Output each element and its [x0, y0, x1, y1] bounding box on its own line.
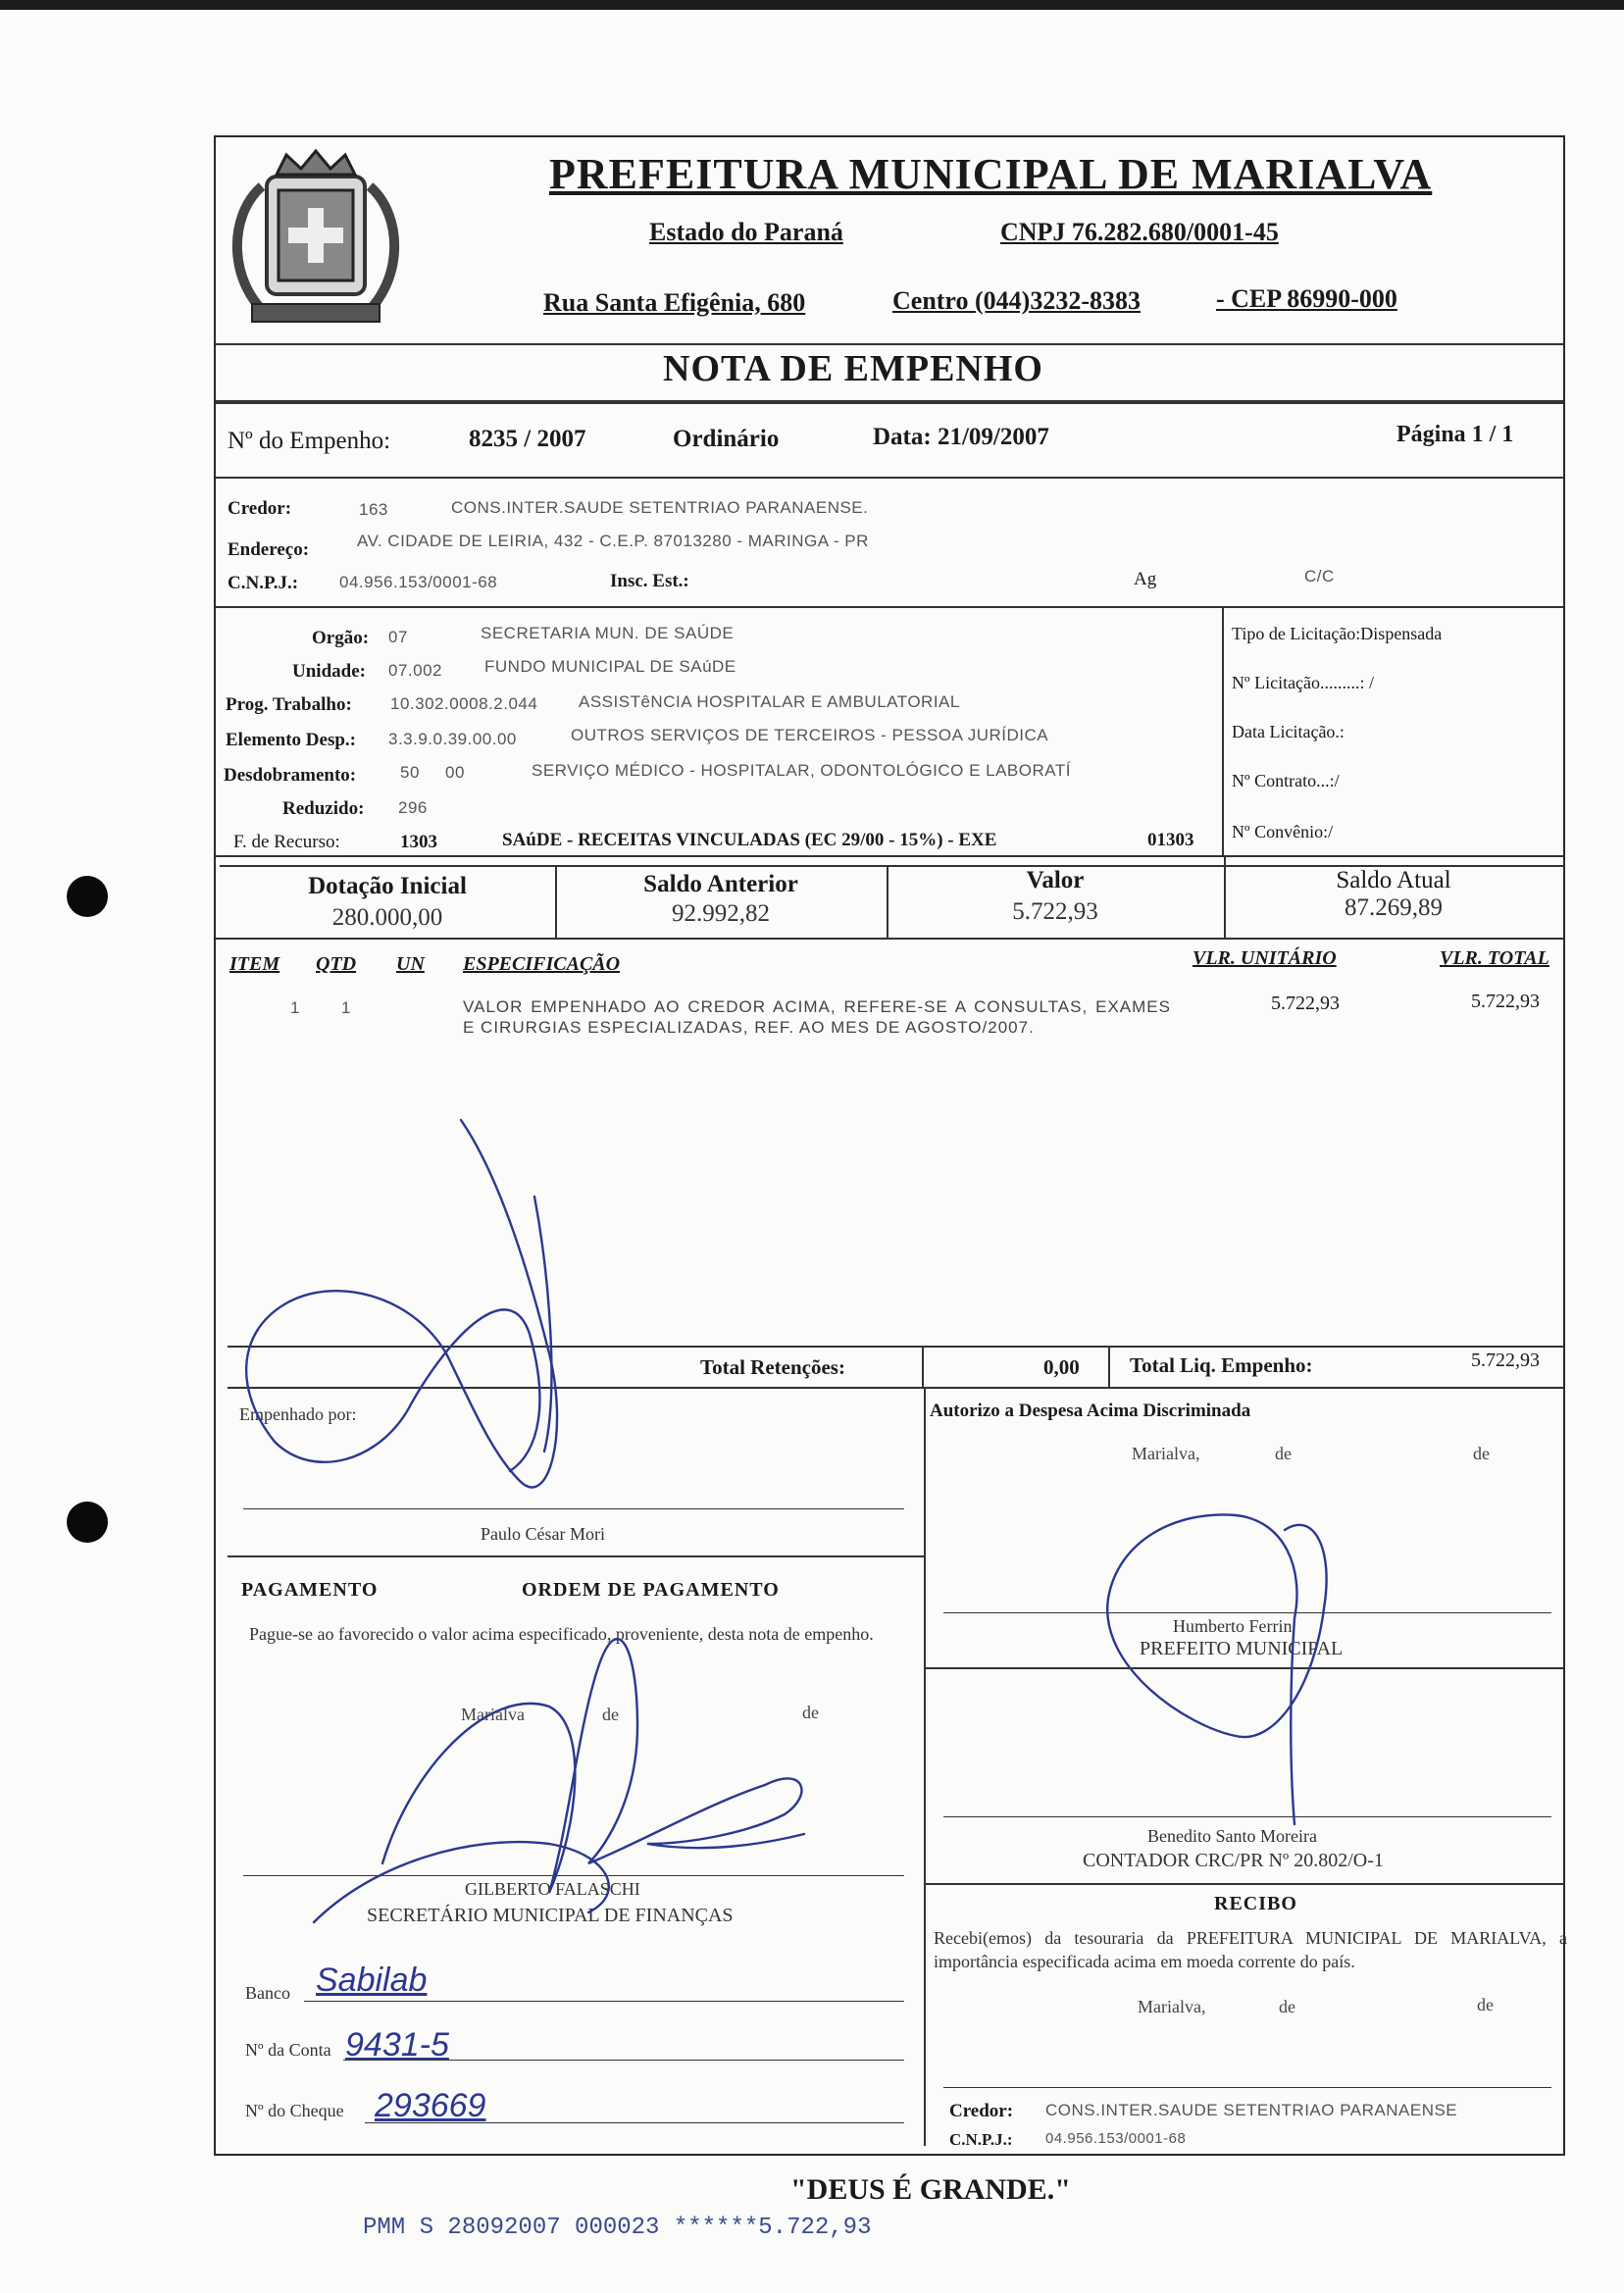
prog-trabalho-name: ASSISTêNCIA HOSPITALAR E AMBULATORIAL: [579, 692, 960, 711]
empenho-date: Data: 21/09/2007: [873, 424, 1049, 450]
recibo-credor-label: Credor:: [949, 2101, 1014, 2121]
orgao-name: SECRETARIA MUN. DE SAÚDE: [481, 624, 735, 642]
recurso-number: 01303: [1147, 830, 1194, 850]
conta-label: Nº da Conta: [245, 2040, 331, 2060]
unidade-label: Unidade:: [292, 661, 366, 682]
saldo-atual-label: Saldo Atual: [1336, 867, 1451, 893]
credor-cnpj: 04.956.153/0001-68: [339, 573, 498, 591]
header-address: Rua Santa Efigênia, 680: [543, 288, 806, 317]
secretario-role: SECRETÁRIO MUNICIPAL DE FINANÇAS: [367, 1905, 734, 1926]
signature-secretario: [382, 1639, 804, 1893]
orgao-code: 07: [388, 628, 408, 646]
motto: "DEUS É GRANDE.": [790, 2173, 1071, 2206]
elemento-code: 3.3.9.0.39.00.00: [388, 730, 517, 748]
desdobramento-name: SERVIÇO MÉDICO - HOSPITALAR, ODONTOLÓGICO E LABORATÍ: [532, 761, 1071, 780]
orgao-label: Orgão:: [312, 628, 370, 648]
empenhado-por-label: Empenhado por:: [239, 1404, 357, 1424]
header-cnpj: CNPJ 76.282.680/0001-45: [1000, 218, 1279, 246]
cheque-handwritten: 293669: [375, 2087, 486, 2124]
recibo-cnpj-label: C.N.P.J.:: [949, 2130, 1013, 2149]
item-number: 1: [290, 998, 300, 1017]
item-qtd: 1: [341, 998, 351, 1017]
dotacao-inicial-label: Dotação Inicial: [308, 873, 467, 899]
col-item: ITEM: [229, 953, 280, 975]
empenho-number: 8235 / 2007: [469, 426, 586, 452]
recurso-name: SAúDE - RECEITAS VINCULADAS (EC 29/00 - 15%) - EXE: [502, 830, 997, 850]
signature-prefeito: [1107, 1514, 1326, 1824]
autorizo-de-2: de: [1473, 1444, 1490, 1463]
credor-name: CONS.INTER.SAUDE SETENTRIAO PARANAENSE.: [451, 498, 869, 517]
pagamento-de-2: de: [802, 1703, 819, 1722]
col-un: UN: [396, 953, 425, 975]
prefeito-role: PREFEITO MUNICIPAL: [1140, 1638, 1344, 1659]
item-total-value: 5.722,93: [1471, 991, 1540, 1012]
elemento-name: OUTROS SERVIÇOS DE TERCEIROS - PESSOA JURÍDICA: [571, 726, 1049, 744]
signature-empenhado: [534, 1197, 551, 1452]
recibo-credor-name: CONS.INTER.SAUDE SETENTRIAO PARANAENSE: [1045, 2101, 1458, 2119]
page-title: PREFEITURA MUNICIPAL DE MARIALVA: [549, 150, 1433, 198]
saldo-atual-value: 87.269,89: [1345, 894, 1443, 921]
recibo-label: RECIBO: [1214, 1893, 1297, 1914]
desdobramento-label: Desdobramento:: [224, 765, 357, 786]
empenho-number-label: Nº do Empenho:: [228, 428, 391, 454]
credor-address: AV. CIDADE DE LEIRIA, 432 - C.E.P. 87013280 - MARINGA - PR: [357, 532, 869, 550]
desdobramento-code: 50 00: [400, 763, 465, 782]
page-number: Página 1 / 1: [1396, 422, 1514, 447]
pagamento-de-1: de: [602, 1705, 619, 1724]
reduzido-value: 296: [398, 798, 428, 817]
prefeito-name: Humberto Ferrin: [1173, 1616, 1293, 1636]
recibo-city: Marialva,: [1138, 1997, 1206, 2016]
bank-stamp: PMM S 28092007 000023 ******5.722,93: [363, 2215, 872, 2241]
empenhado-por-name: Paulo César Mori: [481, 1524, 605, 1544]
cheque-label: Nº do Cheque: [245, 2101, 344, 2120]
col-valor-unitario: VLR. UNITÁRIO: [1193, 947, 1337, 969]
agencia-label: Ag: [1134, 569, 1157, 589]
recibo-cnpj: 04.956.153/0001-68: [1045, 2130, 1187, 2147]
recibo-de-2: de: [1477, 1995, 1494, 2014]
conta-corrente-label: C/C: [1304, 567, 1335, 586]
signature-secretario: [314, 1842, 609, 1922]
total-liquido-value: 5.722,93: [1471, 1350, 1540, 1371]
reduzido-label: Reduzido:: [282, 798, 365, 819]
pagamento-text: Pague-se ao favorecido o valor acima especificado, proveniente, desta nota de empenho.: [249, 1624, 874, 1644]
banco-label: Banco: [245, 1983, 290, 2003]
document-title: NOTA DE EMPENHO: [663, 348, 1043, 389]
endereco-label: Endereço:: [228, 539, 310, 560]
recibo-de-1: de: [1279, 1997, 1295, 2016]
signature-empenhado: [246, 1120, 557, 1487]
prog-trabalho-code: 10.302.0008.2.044: [390, 694, 538, 713]
ordem-pagamento-label: ORDEM DE PAGAMENTO: [522, 1579, 780, 1601]
pagamento-city: Marialva: [461, 1705, 525, 1724]
header-phone: Centro (044)3232-8383: [892, 286, 1141, 315]
cnpj-label: C.N.P.J.:: [228, 573, 299, 593]
total-liquido-label: Total Liq. Empenho:: [1130, 1353, 1313, 1377]
banco-handwritten: Sabilab: [316, 1962, 428, 1999]
valor-label: Valor: [1026, 867, 1085, 893]
elemento-label: Elemento Desp.:: [226, 730, 356, 750]
header-cep: - CEP 86990-000: [1216, 284, 1397, 313]
valor-value: 5.722,93: [1012, 898, 1098, 925]
credor-code: 163: [359, 500, 388, 519]
tipo-licitacao: Tipo de Licitação:Dispensada: [1232, 624, 1443, 643]
pagamento-label: PAGAMENTO: [241, 1579, 379, 1601]
recurso-code: 1303: [400, 832, 437, 852]
contador-role: CONTADOR CRC/PR Nº 20.802/O-1: [1083, 1850, 1384, 1871]
retencoes-label: Total Retenções:: [700, 1355, 845, 1379]
contador-name: Benedito Santo Moreira: [1147, 1826, 1317, 1846]
secretario-name: GILBERTO FALASCHI: [465, 1879, 640, 1899]
recibo-text: Recebi(emos) da tesouraria da PREFEITURA MUNICIPAL DE MARIALVA, a importância especificada acima em moeda corrente do país.: [934, 1928, 1567, 1971]
item-description: VALOR EMPENHADO AO CREDOR ACIMA, REFERE-SE A CONSULTAS, EXAMES E CIRURGIAS ESPECIALIZADAS, REF. AO MES DE AGOSTO/2007.: [463, 997, 1171, 1037]
dotacao-inicial-value: 280.000,00: [331, 904, 443, 931]
empenho-type: Ordinário: [673, 426, 780, 452]
numero-contrato: Nº Contrato...:/: [1232, 771, 1340, 790]
data-licitacao: Data Licitação.:: [1232, 722, 1345, 741]
autorizo-city: Marialva,: [1132, 1444, 1200, 1463]
numero-convenio: Nº Convênio:/: [1232, 822, 1334, 841]
credor-label: Credor:: [228, 498, 292, 519]
state-name: Estado do Paraná: [649, 218, 843, 246]
saldo-anterior-value: 92.992,82: [672, 900, 770, 927]
numero-licitacao: Nº Licitação.........: /: [1232, 673, 1375, 692]
conta-handwritten: 9431-5: [345, 2026, 449, 2064]
item-unit-value: 5.722,93: [1271, 993, 1340, 1014]
autorizo-de-1: de: [1275, 1444, 1292, 1463]
saldo-anterior-label: Saldo Anterior: [643, 871, 798, 897]
unidade-name: FUNDO MUNICIPAL DE SAúDE: [484, 657, 736, 676]
unidade-code: 07.002: [388, 661, 442, 680]
insc-est-label: Insc. Est.:: [610, 571, 689, 591]
col-qtd: QTD: [316, 953, 357, 975]
autorizo-label: Autorizo a Despesa Acima Discriminada: [930, 1401, 1251, 1421]
prog-trabalho-label: Prog. Trabalho:: [226, 694, 352, 715]
col-valor-total: VLR. TOTAL: [1440, 947, 1549, 969]
retencoes-value: 0,00: [1043, 1355, 1080, 1379]
recurso-label: F. de Recurso:: [233, 832, 340, 852]
col-especificacao: ESPECIFICAÇÃO: [463, 953, 621, 975]
